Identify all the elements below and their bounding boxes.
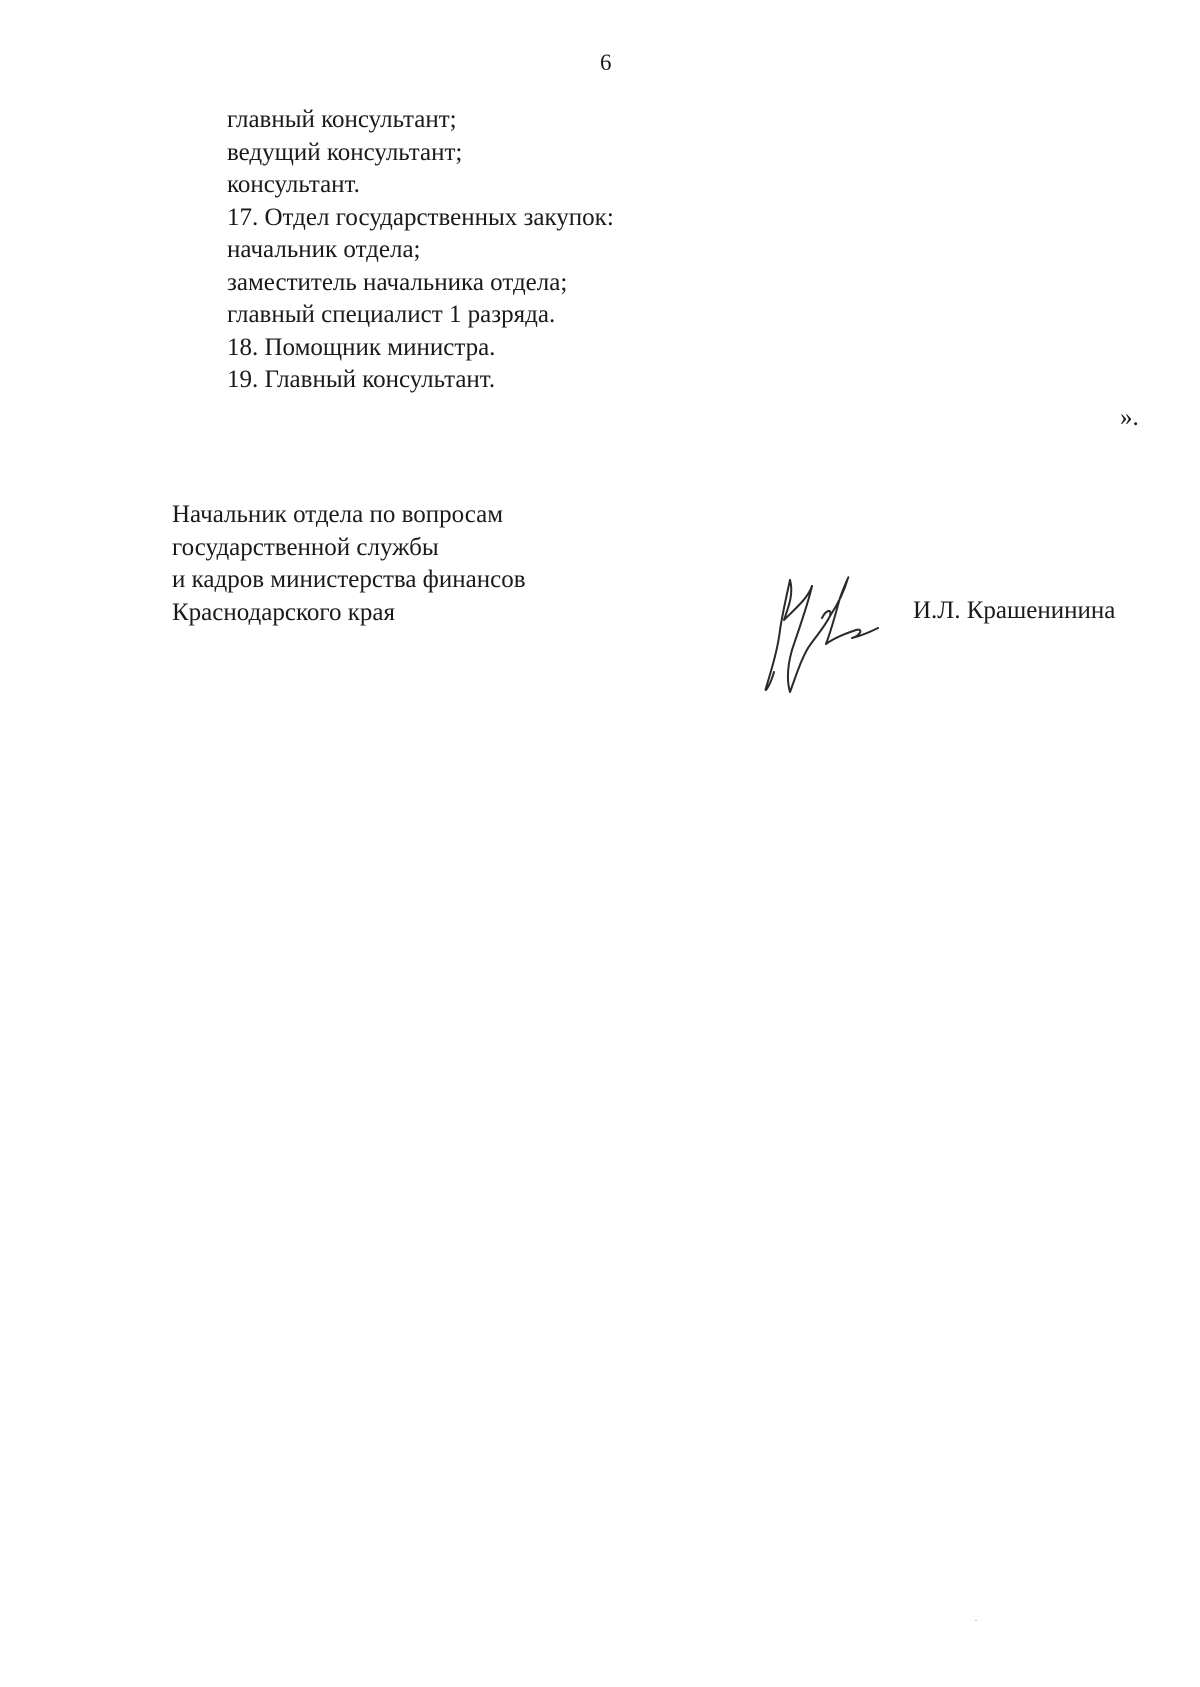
list-item: 17. Отдел государственных закупок: <box>227 203 614 231</box>
signatory-title-line: Краснодарского края <box>172 598 395 626</box>
signer-name: И.Л. Крашенинина <box>913 597 1116 624</box>
list-item: 19. Главный консультант. <box>227 366 496 393</box>
list-item: заместитель начальника отдела; <box>227 268 568 296</box>
signatory-title-line: государственной службы <box>172 533 439 561</box>
page-number: 6 <box>600 50 612 75</box>
signatory-title-line: Начальник отдела по вопросам <box>172 501 504 528</box>
list-item: главный консультант; <box>227 106 457 133</box>
list-item: консультант. <box>227 171 360 198</box>
closing-quote: ». <box>1120 404 1139 431</box>
list-item: главный специалист 1 разряда. <box>227 301 556 328</box>
list-item: 18. Помощник министра. <box>227 333 496 361</box>
scan-speck <box>975 1620 977 1621</box>
list-item: ведущий консультант; <box>227 138 463 166</box>
signatory-title <box>172 499 526 629</box>
list-item: начальник отдела; <box>227 236 421 263</box>
handwritten-signature <box>760 568 890 696</box>
position-list <box>227 104 1127 397</box>
signatory-title-line: и кадров министерства финансов <box>172 566 526 593</box>
